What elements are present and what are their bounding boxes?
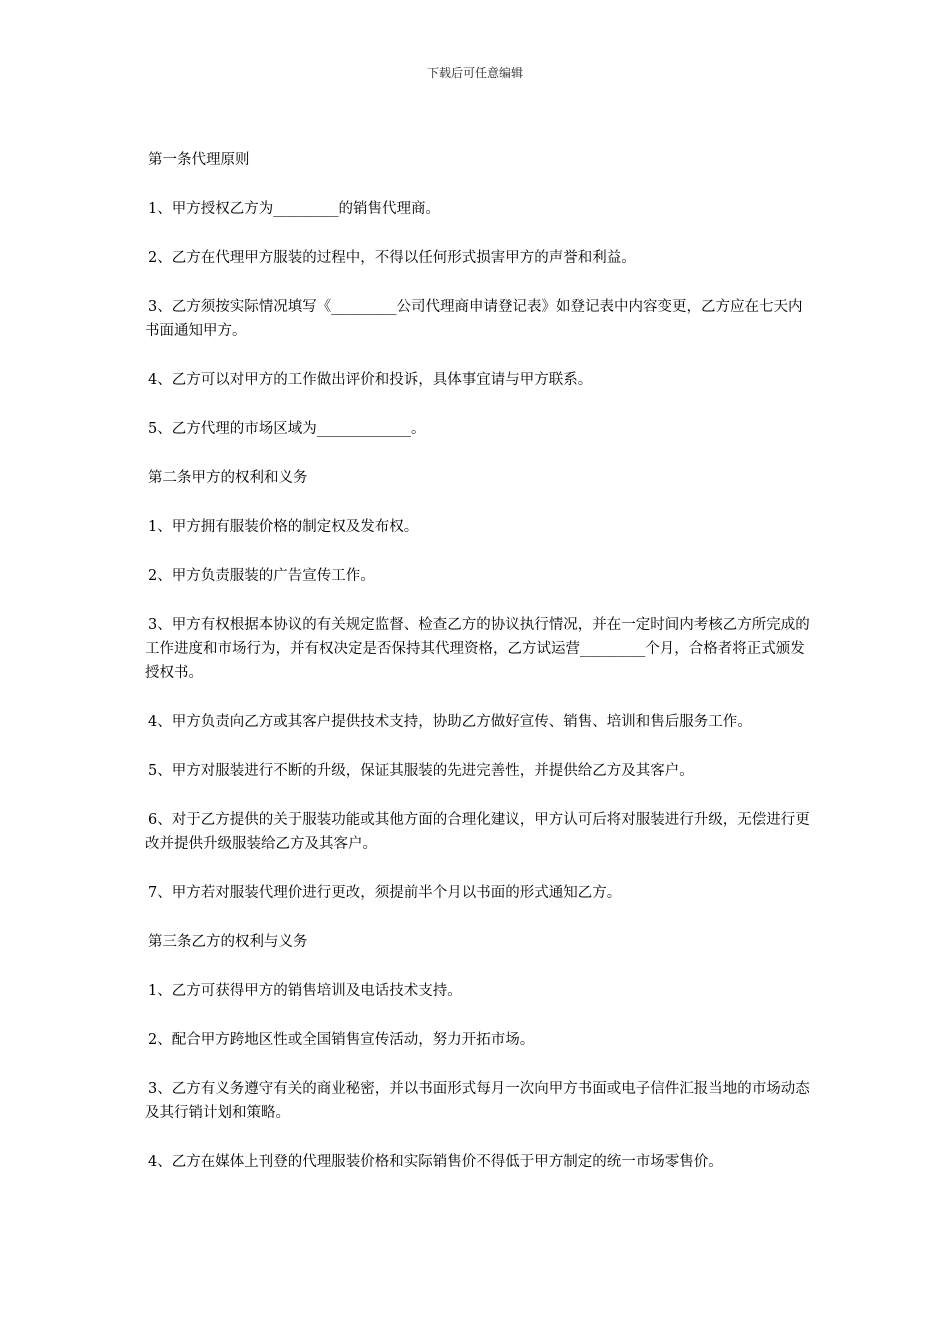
document-body (145, 148, 815, 1199)
clause-paragraph: 4、甲方负责向乙方或其客户提供技术支持，协助乙方做好宣传、销售、培训和售后服务工作。 (148, 714, 752, 730)
clause-paragraph: 2、配合甲方跨地区性或全国销售宣传活动，努力开拓市场。 (148, 1032, 535, 1048)
clause-paragraph: 1、甲方授权乙方为_________的销售代理商。 (148, 201, 440, 217)
section-heading: 第三条乙方的权利与义务 (148, 934, 308, 950)
clause-paragraph: 1、甲方拥有服装价格的制定权及发布权。 (148, 519, 419, 535)
clause-paragraph: 7、甲方若对服装代理价进行更改，须提前半个月以书面的形式通知乙方。 (148, 885, 622, 901)
clause-paragraph: 6、对于乙方提供的关于服装功能或其他方面的合理化建议，甲方认可后将对服装进行升级，无偿进行更改并提供升级服装给乙方及其客户。 (145, 812, 810, 852)
clause-paragraph: 1、乙方可获得甲方的销售培训及电话技术支持。 (148, 983, 462, 999)
clause-paragraph: 4、乙方在媒体上刊登的代理服装价格和实际销售价不得低于甲方制定的统一市场零售价。 (148, 1154, 723, 1170)
clause-paragraph: 3、乙方须按实际情况填写《_________公司代理商申请登记表》如登记表中内容变更，乙方应在七天内书面通知甲方。 (145, 299, 803, 339)
clause-paragraph: 3、甲方有权根据本协议的有关规定监督、检查乙方的协议执行情况，并在一定时间内考核乙方所完成的工作进度和市场行为，并有权决定是否保持其代理资格，乙方试运营_________个月，合格者将正式颁发授权书。 (145, 617, 810, 681)
section-heading: 第二条甲方的权利和义务 (148, 470, 308, 486)
clause-paragraph: 3、乙方有义务遵守有关的商业秘密，并以书面形式每月一次向甲方书面或电子信件汇报当地的市场动态及其行销计划和策略。 (145, 1081, 810, 1121)
clause-paragraph: 5、甲方对服装进行不断的升级，保证其服装的先进完善性，并提供给乙方及其客户。 (148, 763, 694, 779)
clause-paragraph: 5、乙方代理的市场区域为_____________。 (148, 421, 426, 437)
clause-paragraph: 4、乙方可以对甲方的工作做出评价和投诉，具体事宜请与甲方联系。 (148, 372, 593, 388)
clause-paragraph: 2、乙方在代理甲方服装的过程中，不得以任何形式损害甲方的声誉和利益。 (148, 250, 636, 266)
section-heading: 第一条代理原则 (148, 152, 250, 168)
clause-paragraph: 2、甲方负责服装的广告宣传工作。 (148, 568, 375, 584)
header-note: 下载后可任意编辑 (426, 66, 523, 80)
